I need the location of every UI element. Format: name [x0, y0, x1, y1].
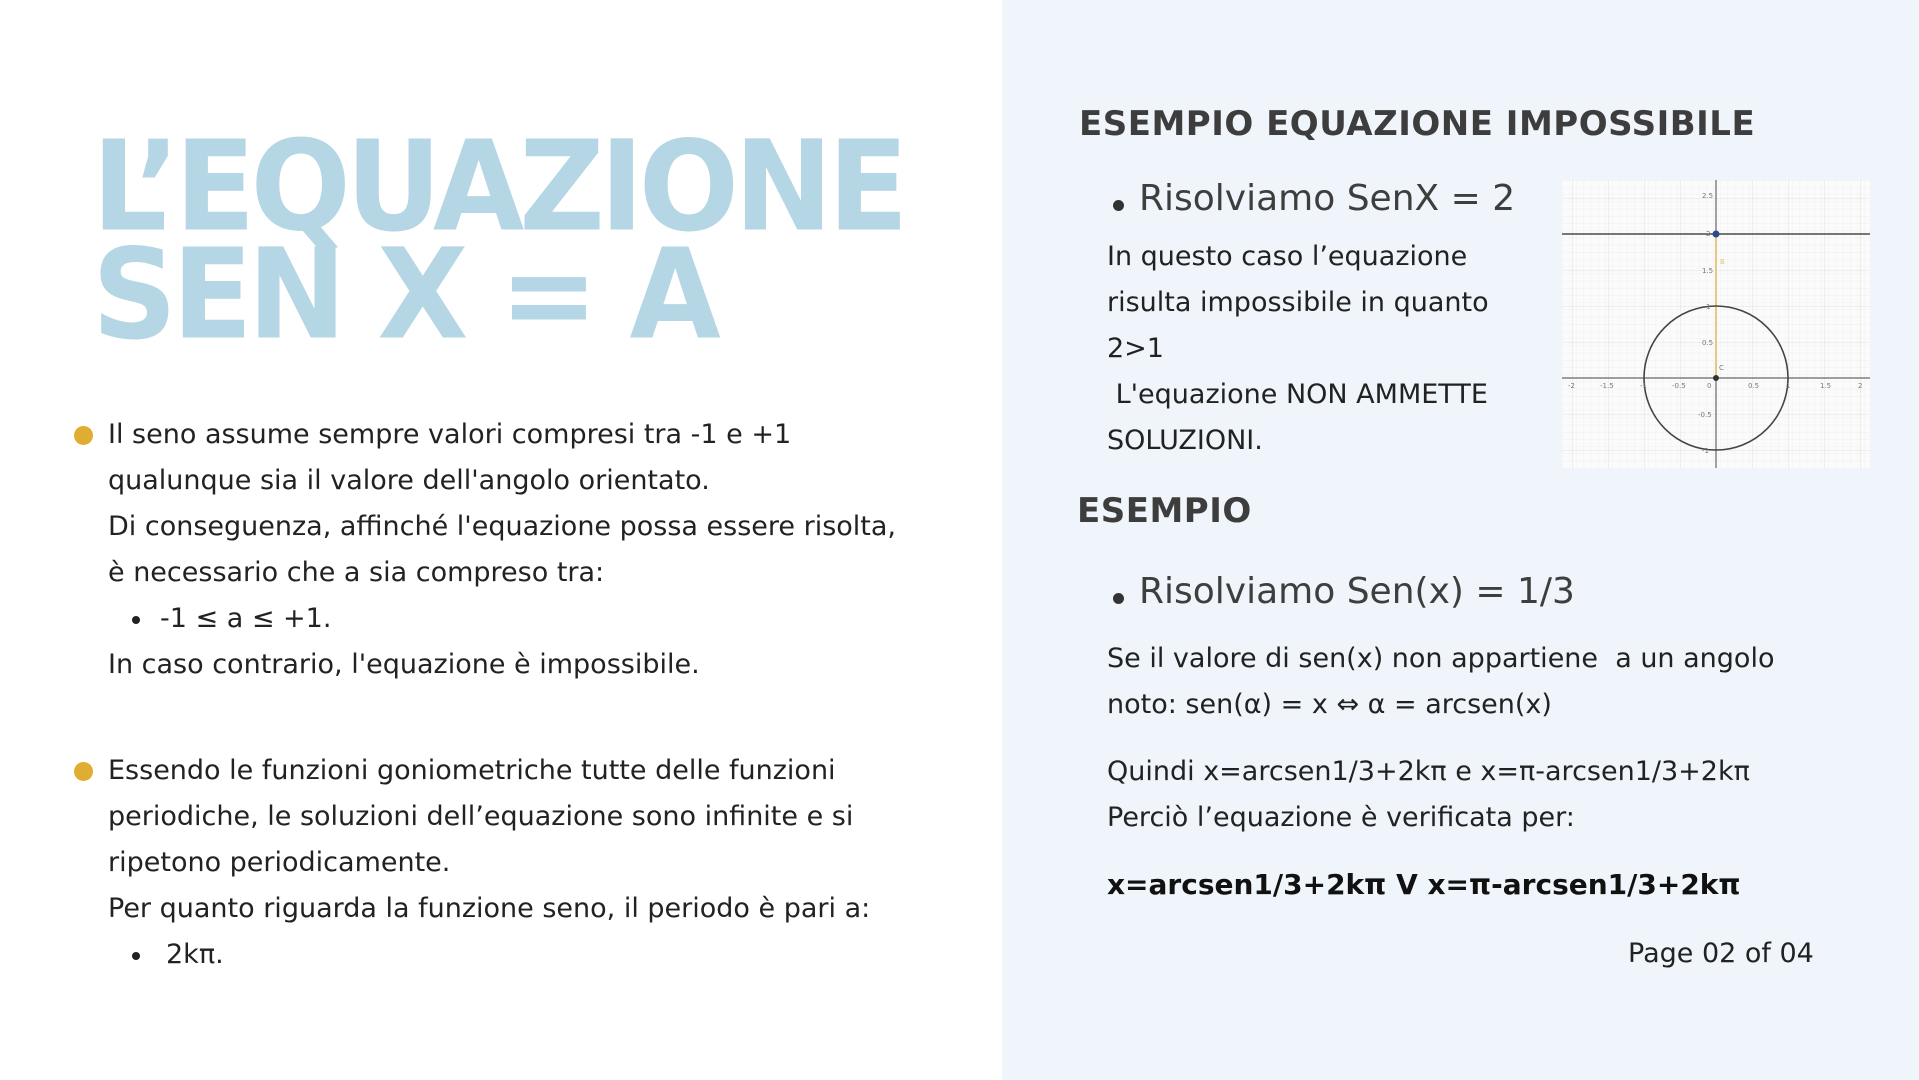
title-line-1: L’EQUAZIONE [92, 112, 904, 260]
bullet-period [72, 748, 952, 978]
bullet-dot-icon [132, 952, 140, 960]
text-line: periodiche, le soluzioni dell’equazione sono infinite e si [108, 801, 854, 832]
bullet-dot-icon [1113, 593, 1124, 604]
example1-bullet-text: Risolviamo SenX = 2 [1139, 178, 1516, 219]
example2-intro [1107, 636, 1867, 728]
text-line: Se il valore di sen(x) non appartiene a un angolo [1107, 643, 1775, 674]
x-tick: 0 [1707, 382, 1712, 390]
example1-heading: ESEMPIO EQUAZIONE IMPOSSIBILE [1079, 104, 1756, 144]
text-line: qualunque sia il valore dell'angolo orientato. [108, 465, 710, 496]
x-tick: 0.5 [1748, 382, 1760, 390]
example2-solution: x=arcsen1/3+2kπ V x=π-arcsen1/3+2kπ [1107, 868, 1741, 901]
y-tick: 2 [1706, 230, 1711, 238]
x-tick: -0.5 [1672, 382, 1686, 390]
example1-bullet [1139, 178, 1515, 219]
point-label-c: C [1719, 364, 1724, 372]
y-tick: 1 [1706, 303, 1711, 311]
bullet-row [72, 412, 952, 688]
x-tick: -1.5 [1600, 382, 1614, 390]
x-tick: -2 [1568, 382, 1575, 390]
text-line: L'equazione NON AMMETTE [1107, 379, 1488, 410]
bullet-dot-icon [132, 616, 140, 624]
page-title [92, 112, 904, 368]
text-line: Il seno assume sempre valori compresi tra -1 e +1 [108, 419, 792, 450]
x-tick: -1 [1640, 382, 1647, 390]
text-line: In questo caso l’equazione [1107, 241, 1468, 272]
x-tick: 2 [1858, 382, 1863, 390]
text-line: SOLUZIONI. [1107, 425, 1263, 456]
text-line: Essendo le funzioni goniometriche tutte delle funzioni [108, 755, 836, 786]
bullet-row [72, 748, 952, 978]
unit-circle-graph [1562, 180, 1870, 468]
sub-bullet [108, 596, 952, 642]
yellow-bullet-icon [74, 762, 93, 781]
text-line: Per quanto riguarda la funzione seno, il periodo è pari a: [108, 893, 871, 924]
example2-derivation [1107, 749, 1867, 841]
y-tick: -0.5 [1698, 411, 1712, 419]
sub-bullet [108, 932, 952, 978]
y-tick: 2.5 [1702, 192, 1714, 200]
text-line: In caso contrario, l'equazione è impossibile. [108, 649, 700, 680]
text-line: noto: sen(α) = x ⇔ α = arcsen(x) [1107, 689, 1552, 720]
title-line-2: SEN X = A [92, 221, 716, 368]
x-tick: 1 [1786, 382, 1791, 390]
text-line: è necessario che a sia compreso tra: [108, 557, 605, 588]
text-line: Di conseguenza, affinché l'equazione possa essere risolta, [108, 511, 897, 542]
page-number: Page 02 of 04 [1628, 938, 1814, 969]
example2-bullet-text: Risolviamo Sen(x) = 1/3 [1139, 571, 1575, 612]
text-line: ripetono periodicamente. [108, 847, 451, 878]
text-line: Perciò l’equazione è verificata per: [1107, 802, 1575, 833]
right-panel [1002, 0, 1919, 1080]
bullet-dot-icon [1113, 200, 1124, 211]
x-tick: 1.5 [1820, 382, 1832, 390]
sub-bullet-text: 2kπ. [166, 939, 224, 970]
line-label-b: B [1720, 258, 1725, 266]
y-tick: 1.5 [1702, 267, 1714, 275]
unit-circle-svg [1562, 180, 1870, 468]
text-line: Quindi x=arcsen1/3+2kπ e x=π-arcsen1/3+2kπ [1107, 756, 1750, 787]
example2-bullet [1139, 571, 1575, 612]
sub-bullet-text: -1 ≤ a ≤ +1. [160, 603, 332, 634]
yellow-bullet-icon [74, 426, 93, 445]
y-tick: 0.5 [1702, 339, 1714, 347]
bullet-range [72, 412, 952, 688]
y-tick: -1 [1702, 447, 1709, 455]
text-line: 2>1 [1107, 333, 1164, 364]
example1-explanation [1107, 234, 1547, 464]
example2-heading: ESEMPIO [1077, 491, 1252, 531]
text-line: risulta impossibile in quanto [1107, 287, 1489, 318]
